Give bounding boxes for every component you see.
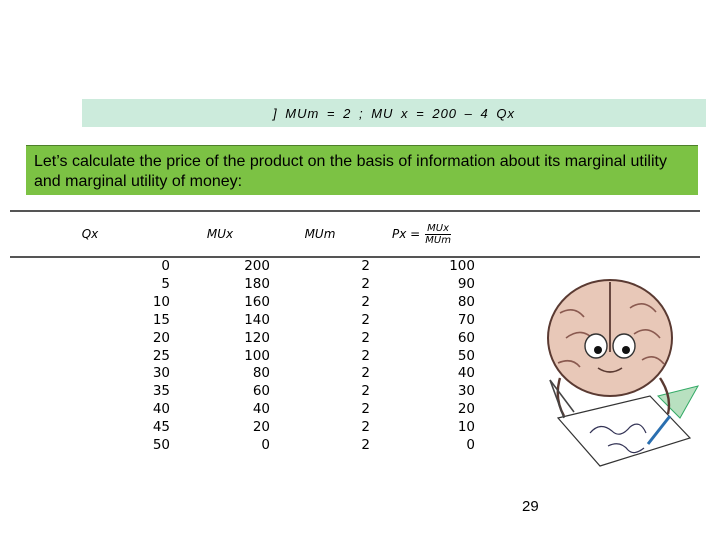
cell-price: 30 <box>457 383 475 400</box>
cell-mum: 2 <box>361 293 370 310</box>
cell-price: 100 <box>449 258 475 274</box>
price-formula-denominator: MUm <box>425 234 451 246</box>
cell-price: 20 <box>457 401 475 418</box>
cell-mux: 180 <box>244 275 270 292</box>
cell-price: 60 <box>457 329 475 346</box>
cell-qx: 35 <box>152 383 170 400</box>
header-mux: MUx <box>170 211 270 257</box>
cell-price: 50 <box>457 347 475 364</box>
cell-mux: 160 <box>244 293 270 310</box>
cell-qx: 0 <box>161 258 170 274</box>
cell-mux: 140 <box>244 311 270 328</box>
cell-price: 90 <box>457 275 475 292</box>
cell-mux: 20 <box>252 419 270 436</box>
cell-qx: 30 <box>152 365 170 382</box>
cell-mum: 2 <box>361 347 370 364</box>
cell-price: 0 <box>466 437 475 454</box>
cell-price: 80 <box>457 293 475 310</box>
cell-mux: 200 <box>244 258 270 274</box>
cell-mum: 2 <box>361 401 370 418</box>
header-mum: MUm <box>270 211 370 257</box>
cell-mux: 0 <box>261 437 270 454</box>
cell-mum: 2 <box>361 258 370 274</box>
formula-text: ] MUm = 2 ; MU x = 200 – 4 Qx <box>273 105 515 121</box>
header-price-formula <box>370 211 475 257</box>
cell-qx: 20 <box>152 329 170 346</box>
cell-mum: 2 <box>361 311 370 328</box>
cell-mum: 2 <box>361 383 370 400</box>
cell-mum: 2 <box>361 437 370 454</box>
cell-qx: 25 <box>152 347 170 364</box>
cell-price: 70 <box>457 311 475 328</box>
cell-mum: 2 <box>361 275 370 292</box>
cell-qx: 10 <box>152 293 170 310</box>
cell-mum: 2 <box>361 365 370 382</box>
price-formula-lhs: Px = <box>392 227 421 241</box>
cell-mux: 80 <box>252 365 270 382</box>
cell-price: 10 <box>457 419 475 436</box>
page-number: 29 <box>522 498 539 515</box>
cell-qx: 50 <box>152 437 170 454</box>
cell-mux: 100 <box>244 347 270 364</box>
prompt-box <box>26 145 698 195</box>
cell-price: 40 <box>457 365 475 382</box>
price-formula-numerator: MUx <box>427 222 450 234</box>
header-spacer <box>475 211 700 257</box>
table-header-row <box>10 211 700 257</box>
cell-mux: 60 <box>252 383 270 400</box>
cell-mum: 2 <box>361 329 370 346</box>
header-qx: Qx <box>10 211 170 257</box>
cell-qx: 5 <box>161 275 170 292</box>
brain-cartoon-icon <box>530 268 705 468</box>
prompt-text: Let’s calculate the price of the product on the basis of information about its marginal utility and marginal utility of money: <box>34 153 667 190</box>
cell-qx: 45 <box>152 419 170 436</box>
cell-qx: 15 <box>152 311 170 328</box>
cell-qx: 40 <box>152 401 170 418</box>
cell-mux: 120 <box>244 329 270 346</box>
cell-mum: 2 <box>361 419 370 436</box>
formula-banner <box>82 99 706 127</box>
cell-mux: 40 <box>252 401 270 418</box>
